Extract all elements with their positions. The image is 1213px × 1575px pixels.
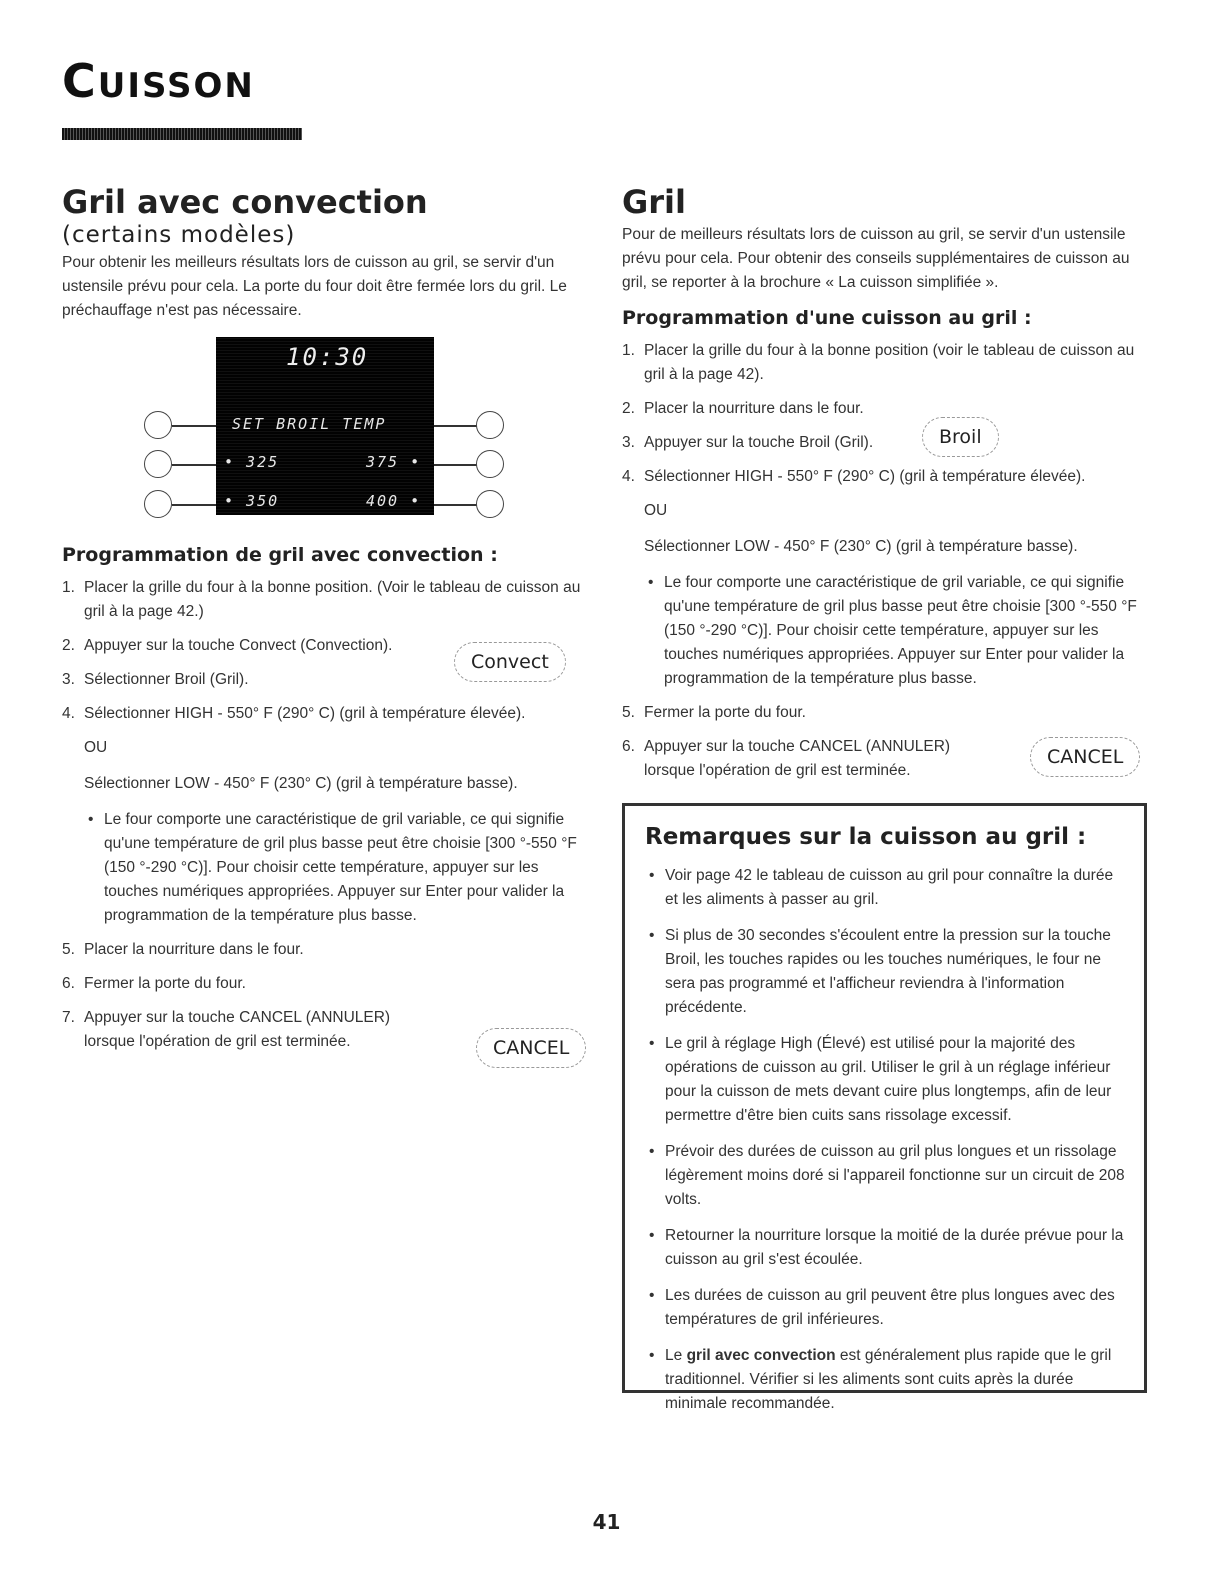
connector-line [172, 425, 216, 427]
display-panel [216, 337, 434, 515]
or-label: OU [644, 502, 668, 520]
notes-heading: Remarques sur la cuisson au gril : [645, 824, 1087, 850]
cancel-key[interactable]: CANCEL [476, 1028, 586, 1068]
header-rule [62, 128, 302, 140]
list-item: • Le four comporte une caractéristique de gril variable, ce qui signifie qu'une température de gril plus basse peut être choisie [300 °-550 °F (150 °-290 °C)]. Pour choisir cette température, appuyer sur les touches numériques appropriées. Appuyer sur Enter pour valider la programmation de la température plus basse. [84, 808, 590, 928]
connector-line [434, 504, 478, 506]
broil-notes-box [622, 803, 1147, 1412]
convect-key[interactable]: Convect [454, 642, 566, 682]
control-panel-illustration [62, 337, 590, 532]
variable-broil-note [62, 808, 590, 928]
step-item: 1. Placer la grille du four à la bonne position. (Voir le tableau de cuisson au gril à la page 42.) [62, 579, 581, 621]
step-item: 6. Appuyer sur la touche CANCEL (ANNULER) lorsque l'opération de gril est terminée. [622, 738, 951, 780]
connector-line [434, 425, 478, 427]
button-circle-icon [144, 411, 172, 439]
section-title-convection-broil: Gril avec convection [62, 183, 428, 221]
list-item: • Retourner la nourriture lorsque la moitié de la durée prévue pour la cuisson au gril s'est écoulée. [645, 1224, 1130, 1272]
page-number: 41 [592, 1510, 621, 1534]
connector-line [172, 464, 216, 466]
section-subtitle: (certains modèles) [62, 222, 296, 249]
button-circle-icon [144, 450, 172, 478]
connector-line [434, 464, 478, 466]
broil-key[interactable]: Broil [922, 417, 999, 457]
button-circle-icon [144, 490, 172, 518]
section-title-broil: Gril [622, 183, 686, 221]
page-header [62, 54, 255, 108]
or-label: OU [84, 739, 108, 757]
step-item: 3. Appuyer sur la touche Broil (Gril). [622, 434, 874, 452]
step-item: 1. Placer la grille du four à la bonne position (voir le tableau de cuisson au gril à la page 42). [622, 342, 1135, 384]
list-item: • Le gril à réglage High (Élevé) est utilisé pour la majorité des opérations de cuisson au gril. Utiliser le gril à un réglage inférieur pour la cuisson de mets devant cuire plus longtemps, afin de leur permettre d'être bien cuits sans rissolage excessif. [645, 1032, 1130, 1128]
step-item: 5. Placer la nourriture dans le four. [62, 941, 304, 959]
step-item: 4. Sélectionner HIGH - 550° F (290° C) (gril à température élevée). [622, 468, 1086, 486]
list-item: • Les durées de cuisson au gril peuvent être plus longues avec des températures de gril inférieures. [645, 1284, 1130, 1332]
low-option-text: Sélectionner LOW - 450° F (230° C) (gril à température basse). [84, 775, 518, 793]
page-title: CUISSON [62, 54, 255, 108]
steps-after-block [62, 938, 590, 1060]
button-circle-icon [476, 411, 504, 439]
display-time: 10:30 [286, 343, 369, 372]
button-circle-icon [476, 490, 504, 518]
display-prompt: SET BROIL TEMP [232, 415, 387, 434]
display-temp-left-low: • 350 [224, 492, 280, 511]
step-item: 4. Sélectionner HIGH - 550° F (290° C) (gril à température élevée). [62, 705, 526, 723]
variable-broil-note [622, 571, 1147, 691]
list-item: • Le four comporte une caractéristique de gril variable, ce qui signifie qu'une température de gril plus basse peut être choisie [300 °-550 °F (150 °-290 °C)]. Pour choisir cette température, appuyer sur les touches numériques appropriées. Appuyer sur Enter pour valider la programmation de la température plus basse. [644, 571, 1147, 691]
left-column [62, 185, 590, 1064]
step-list [622, 339, 1147, 489]
step-item: 7. Appuyer sur la touche CANCEL (ANNULER) lorsque l'opération de gril est terminée. [62, 1009, 391, 1051]
button-circle-icon [476, 450, 504, 478]
right-column [622, 185, 1147, 793]
connector-line [172, 504, 216, 506]
list-item: • Le gril avec convection est généralement plus rapide que le gril traditionnel. Vérifier si les aliments sont cuits après la durée minimale recommandée. [645, 1344, 1130, 1416]
cancel-key[interactable]: CANCEL [1030, 737, 1140, 777]
step-item: 5. Fermer la porte du four. [622, 704, 806, 722]
list-item: • Voir page 42 le tableau de cuisson au gril pour connaître la durée et les aliments à passer au gril. [645, 864, 1130, 912]
step-item: 3. Sélectionner Broil (Gril). [62, 671, 249, 689]
intro-text: Pour obtenir les meilleurs résultats lors de cuisson au gril, se servir d'un ustensile prévu pour cela. La porte du four doit être fermée lors du gril. Le préchauffage n'est pas nécessaire. [62, 254, 567, 320]
list-item: • Si plus de 30 secondes s'écoulent entre la pression sur la touche Broil, les touches rapides ou les touches numériques, le four ne sera pas programmé et l'afficheur reviendra à l'information précédente. [645, 924, 1130, 1020]
display-temp-right-mid: 375 • [366, 453, 422, 472]
section-heading: Programmation d'une cuisson au gril : [622, 307, 1032, 330]
steps-after-block [622, 701, 1147, 783]
display-temp-right-low: 400 • [366, 492, 422, 511]
step-item: 2. Placer la nourriture dans le four. [622, 400, 864, 418]
step-item: 2. Appuyer sur la touche Convect (Convection). [62, 637, 393, 655]
low-option-text: Sélectionner LOW - 450° F (230° C) (gril à température basse). [644, 538, 1078, 556]
section-heading: Programmation de gril avec convection : [62, 544, 498, 567]
notes-list [645, 864, 1130, 1416]
display-temp-left-mid: • 325 [224, 453, 280, 472]
step-item: 6. Fermer la porte du four. [62, 975, 246, 993]
steps-block [622, 339, 1147, 489]
intro-text: Pour de meilleurs résultats lors de cuisson au gril, se servir d'un ustensile prévu pour cela. Pour obtenir des conseils supplémentaires de cuisson au gril, se reporter à la brochure « La cuisson simplifiée ». [622, 226, 1130, 292]
steps-block [62, 576, 590, 726]
list-item: • Prévoir des durées de cuisson au gril plus longues et un rissolage légèrement moins doré si l'appareil fonctionne sur un circuit de 208 volts. [645, 1140, 1130, 1212]
